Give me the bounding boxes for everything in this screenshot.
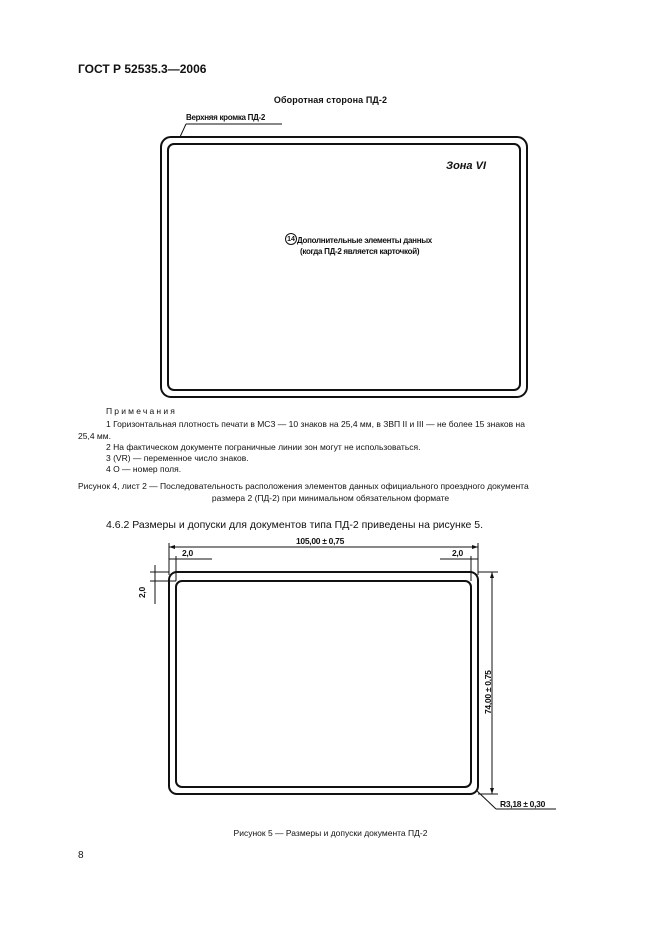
note-1: 1 Горизонтальная плотность печати в МСЗ — 10 знаков на 25,4 мм, в ЗВП II и III — не более 15 знаков на (106, 419, 525, 429)
left-margin-dimension: 2,0 (182, 548, 193, 558)
page-number: 8 (78, 850, 84, 861)
top-margin-dimension: 2,0 (137, 587, 147, 598)
note-2: 2 На фактическом документе пограничные линии зон могут не использоваться. (106, 442, 421, 452)
figure4-caption-line2: размера 2 (ПД-2) при минимальном обязательном формате (211, 493, 450, 503)
document-header: ГОСТ Р 52535.3—2006 (78, 62, 207, 76)
note-3: 3 (VR) — переменное число знаков. (106, 453, 249, 463)
section-paragraph: 4.6.2 Размеры и допуски для документов типа ПД-2 приведены на рисунке 5. (106, 519, 484, 531)
element-description-line1: Дополнительные элементы данных (297, 236, 432, 245)
figure5-caption: Рисунок 5 — Размеры и допуски документа ПД-2 (233, 828, 428, 838)
card-inner-border (167, 143, 521, 391)
zone-label: Зона VI (446, 160, 486, 172)
notes-title: Примечания (106, 406, 178, 416)
radius-dimension: R3,18 ± 0,30 (500, 799, 546, 809)
width-dimension: 105,00 ± 0,75 (296, 536, 345, 546)
top-edge-label: Верхняя кромка ПД-2 (186, 113, 265, 122)
note-1-continued: 25,4 мм. (78, 431, 111, 441)
element-description-line2: (когда ПД-2 является карточкой) (300, 247, 420, 256)
height-dimension: 74,00 ± 0,75 (483, 670, 493, 714)
note-4: 4 О — номер поля. (106, 464, 182, 474)
figure4-title: Оборотная сторона ПД-2 (273, 95, 388, 105)
right-margin-dimension: 2,0 (452, 548, 463, 558)
element-number-circle: 14 (285, 233, 297, 245)
figure4-caption-line1: Рисунок 4, лист 2 — Последовательность расположения элементов данных официального проездного документа (78, 481, 529, 491)
